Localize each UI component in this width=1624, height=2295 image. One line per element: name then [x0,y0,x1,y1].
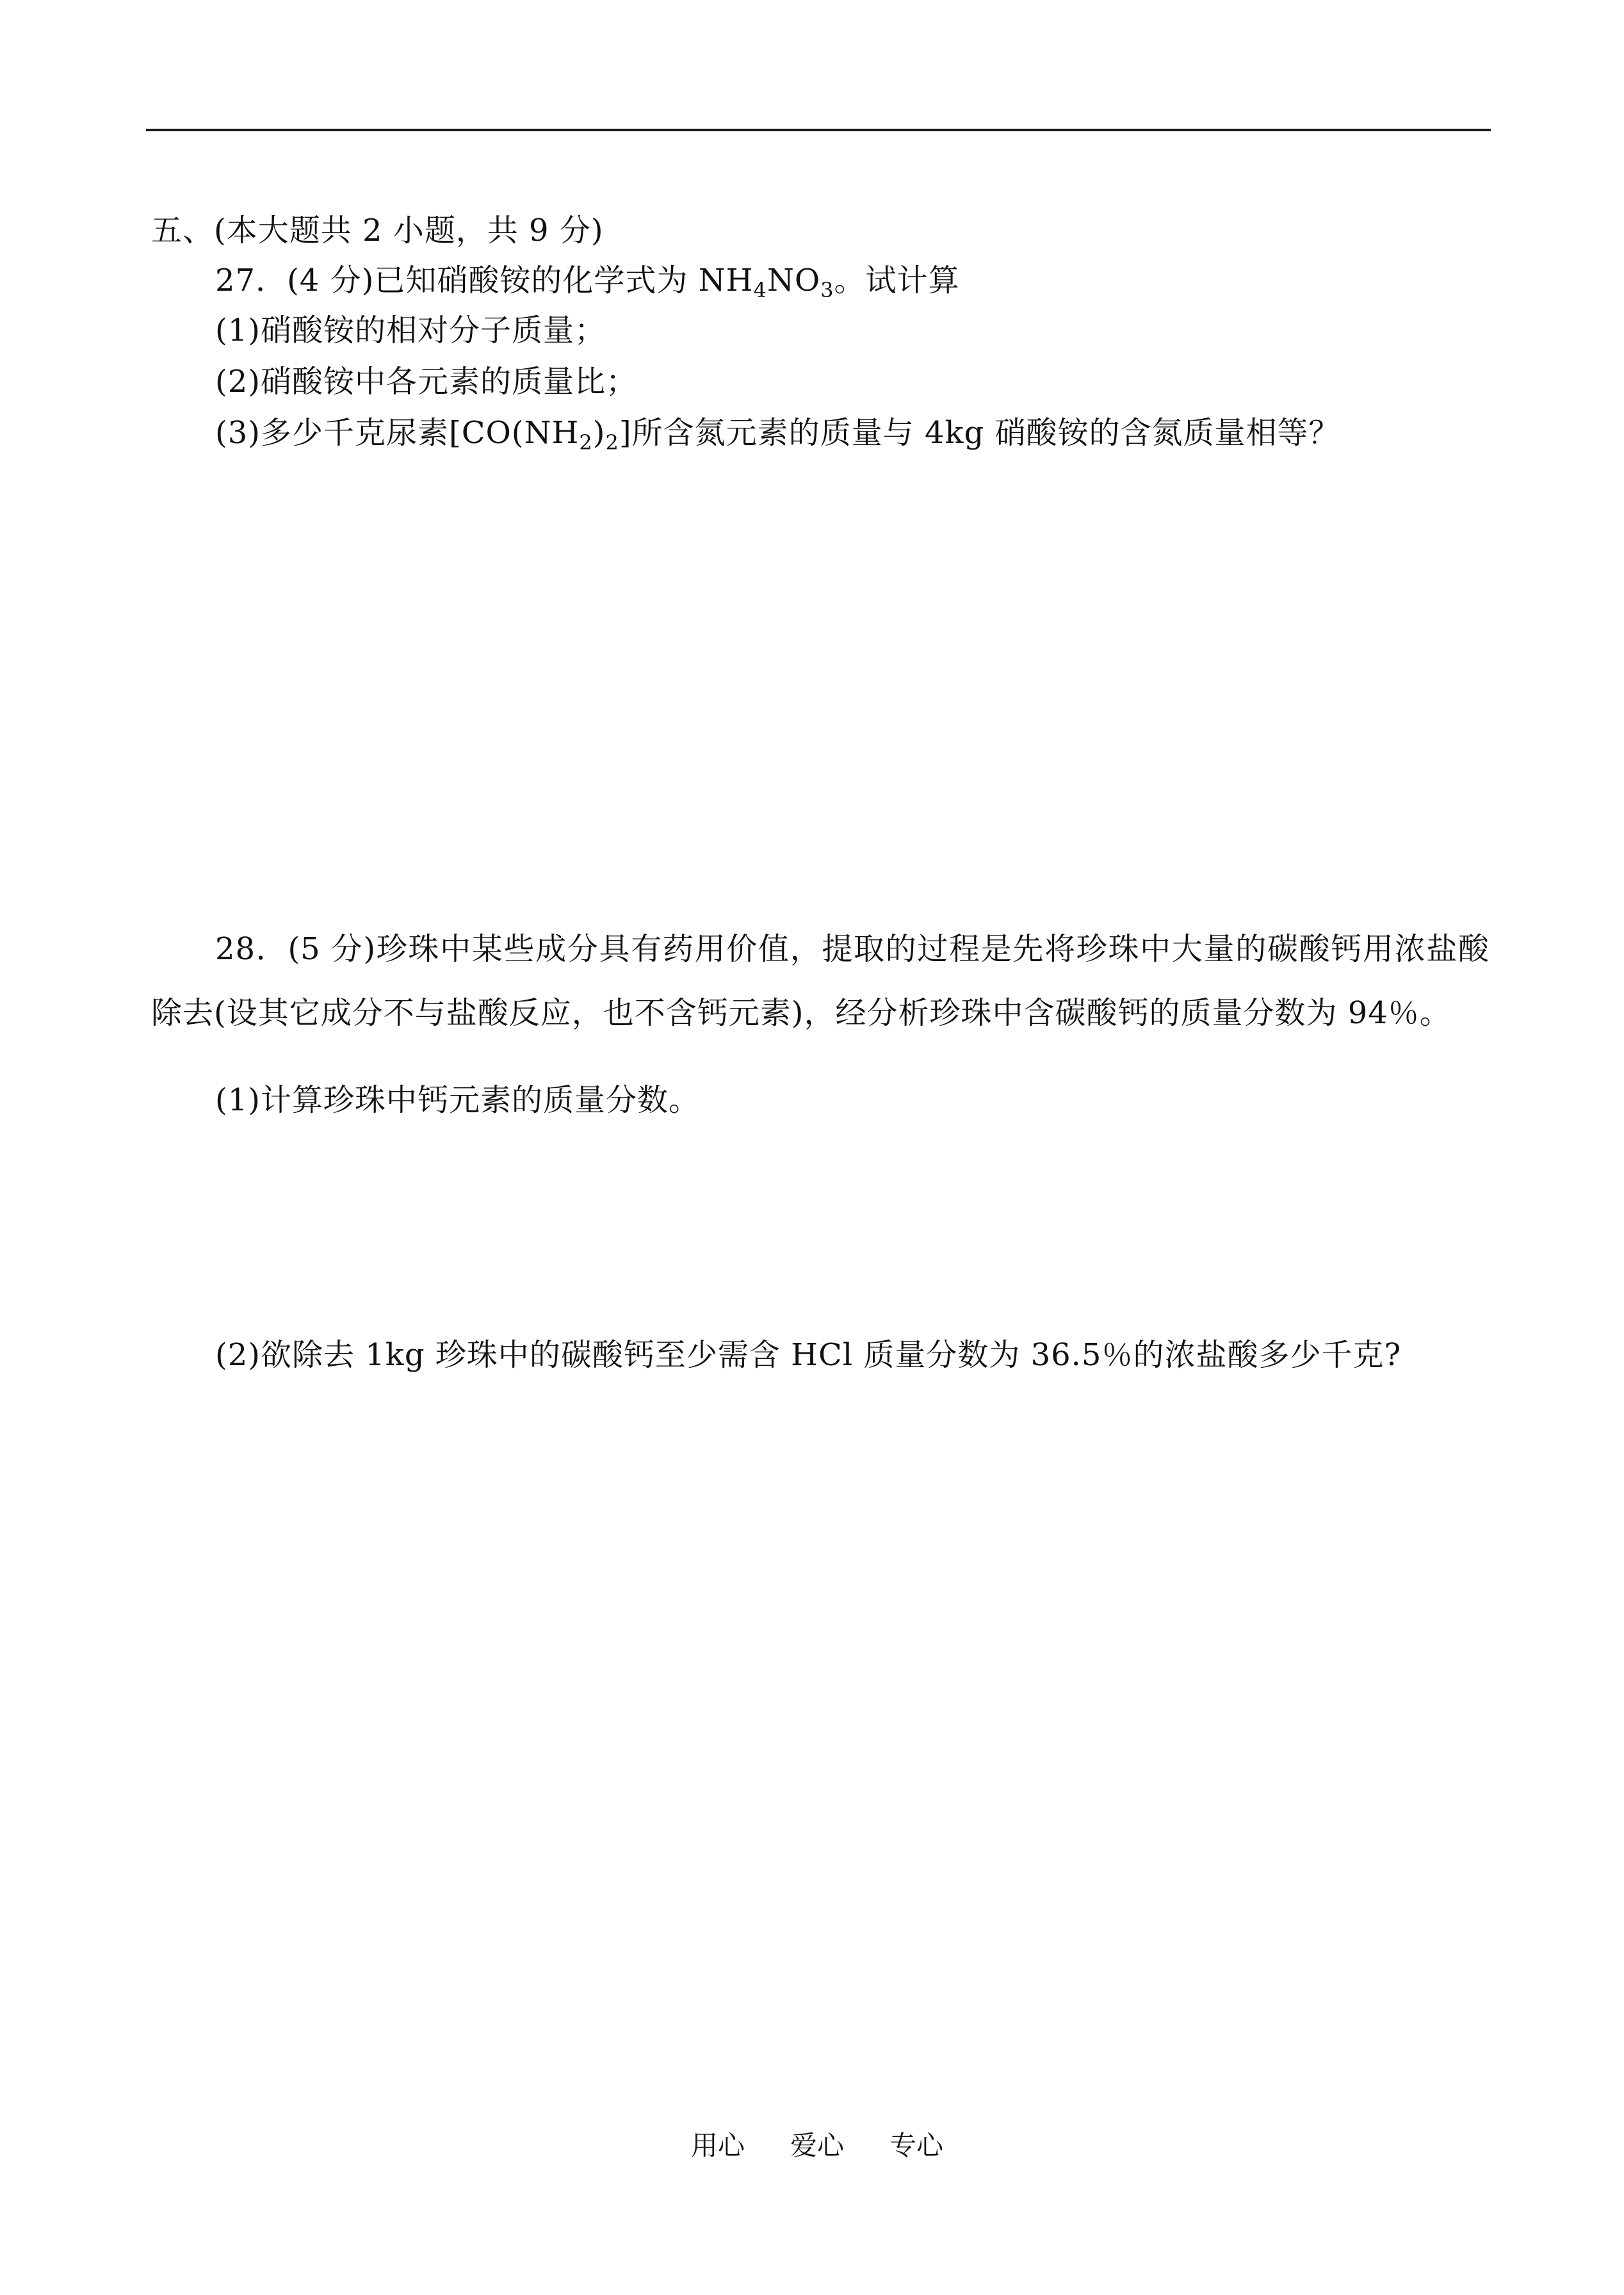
section-title: 五、(本大题共 2 小题，共 9 分) [151,213,604,248]
question-27-part-3: (3)多少千克尿素$[CO(NH_2)_2]$所含氮元素的质量与 4kg 硝酸铵的含氮质量相等？ [215,415,1340,455]
question-27-intro: 27．(4 分)已知硝酸铵的化学式为 $NH_4NO_3$。试计算 [215,263,960,302]
footer-word-2: 爱心 [790,2130,845,2161]
question-27-part-2: (2)硝酸铵中各元素的质量比； [215,364,637,400]
header-rule [146,129,1491,131]
question-27-part-1: (1)硝酸铵的相对分子质量； [215,312,606,348]
question-28-part-2: (2)欲除去 1kg 珍珠中的碳酸钙至少需含 HCl 质量分数为 36.5％的浓盐酸多少千克? [215,1337,1402,1373]
footer-word-3: 专心 [889,2130,944,2161]
question-28-intro: 28．(5 分)珍珠中某些成分具有药用价值，提取的过程是先将珍珠中大量的碳酸钙用浓盐酸除去(设其它成分不与盐酸反应，也不含钙元素)，经分析珍珠中含碳酸钙的质量分数为 94％。 [151,931,1490,1031]
footer-word-1: 用心 [691,2130,745,2161]
question-28-part-1: (1)计算珍珠中钙元素的质量分数。 [215,1082,700,1118]
